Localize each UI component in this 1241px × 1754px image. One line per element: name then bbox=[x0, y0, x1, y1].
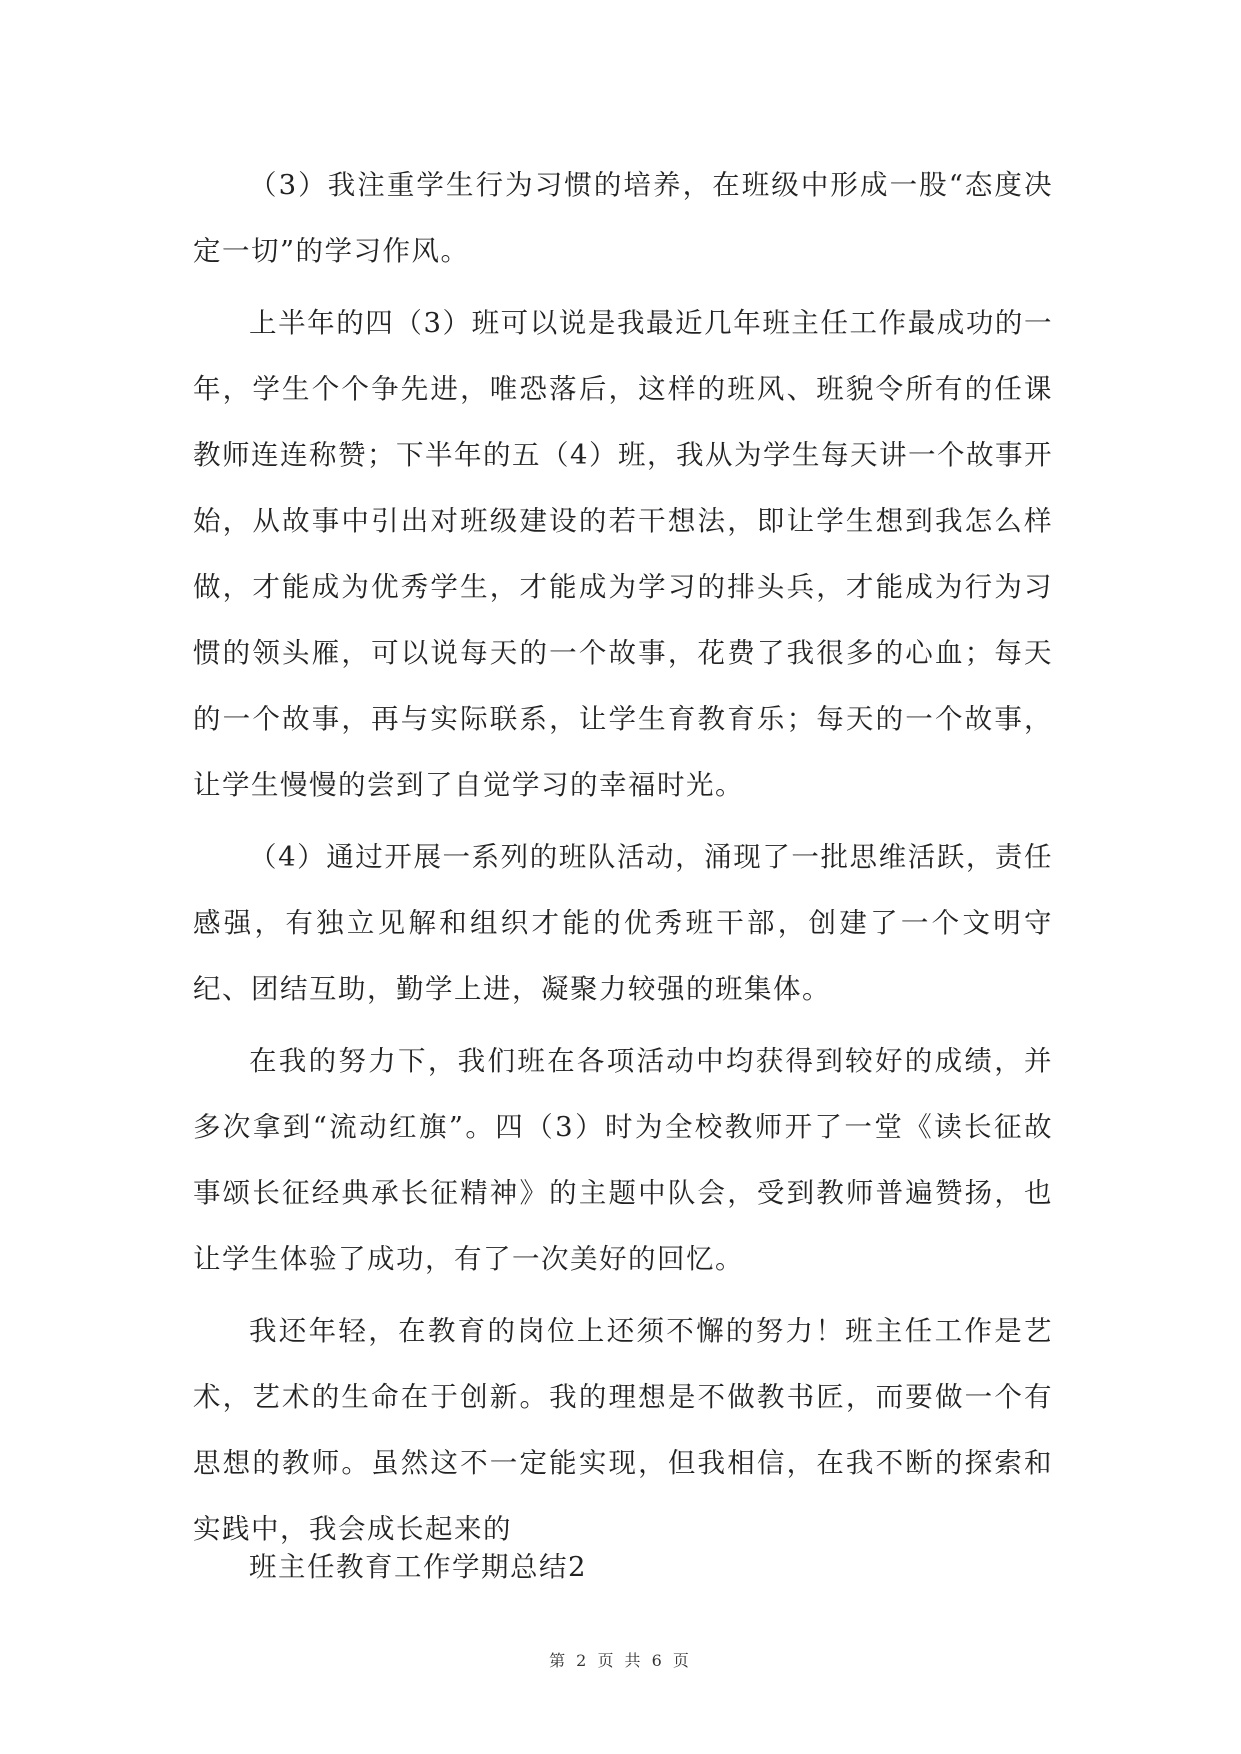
body-text bbox=[193, 152, 1053, 1562]
page-number: 第 2 页 共 6 页 bbox=[549, 1651, 692, 1670]
paragraph-class-story: 上半年的四（3）班可以说是我最近几年班主任工作最成功的一年，学生个个争先进，唯恐落后，这样的班风、班貌令所有的任课教师连连称赞；下半年的五（4）班，我从为学生每天讲一个故事开始，从故事中引出对班级建设的若干想法，即让学生想到我怎么样做，才能成为优秀学生，才能成为学习的排头兵，才能成为行为习惯的领头雁，可以说每天的一个故事，花费了我很多的心血；每天的一个故事，再与实际联系，让学生育教育乐；每天的一个故事，让学生慢慢的尝到了自觉学习的幸福时光。 bbox=[193, 307, 1053, 801]
paragraph-reflection: 我还年轻，在教育的岗位上还须不懈的努力！班主任工作是艺术，艺术的生命在于创新。我的理想是不做教书匠，而要做一个有思想的教师。虽然这不一定能实现，但我相信，在我不断的探索和实践中，我会成长起来的 bbox=[193, 1315, 1053, 1545]
section-heading: 班主任教育工作学期总结2 bbox=[249, 1551, 587, 1583]
paragraph-class-activities: （4）通过开展一系列的班队活动，涌现了一批思维活跃，责任感强，有独立见解和组织才能的优秀班干部，创建了一个文明守纪、团结互助，勤学上进，凝聚力较强的班集体。 bbox=[193, 841, 1053, 1005]
paragraph-habits: （3）我注重学生行为习惯的培养，在班级中形成一股“态度决定一切”的学习作风。 bbox=[193, 169, 1053, 267]
paragraph-achievements: 在我的努力下，我们班在各项活动中均获得到较好的成绩，并多次拿到“流动红旗”。四（3）时为全校教师开了一堂《读长征故事颂长征经典承长征精神》的主题中队会，受到教师普遍赞扬，也让学生体验了成功，有了一次美好的回忆。 bbox=[193, 1045, 1053, 1275]
